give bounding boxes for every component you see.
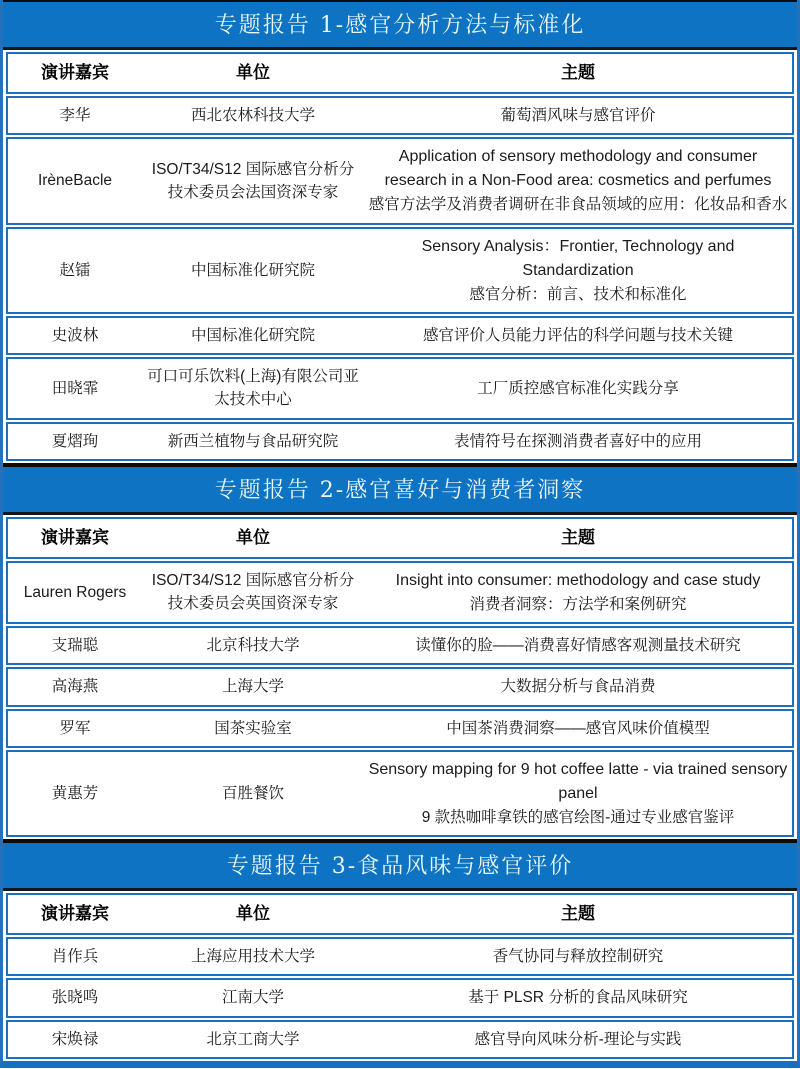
org-cell: 国茶实验室 (214, 719, 292, 737)
topic-chinese: 中国茶消费洞察——感官风味价值模型 (446, 719, 710, 737)
section-title: 专题报告 2-感官喜好与消费者洞察 (214, 477, 586, 503)
speaker-cell: 高海燕 (51, 678, 99, 696)
topic-cell (364, 980, 792, 1015)
table-row (6, 316, 794, 355)
table-row (6, 750, 794, 837)
topic-cell (364, 424, 792, 459)
topic-chinese: 工厂质控感官标准化实践分享 (477, 379, 679, 397)
topic-chinese: 感官评价人员能力评估的科学问题与技术关键 (422, 326, 733, 344)
table-header-row (6, 893, 794, 935)
org-cell: 百胜餐饮 (221, 784, 284, 802)
topic-chinese: 大数据分析与食品消费 (500, 678, 656, 696)
speaker-cell: IrèneBacle (37, 172, 113, 190)
table-row (6, 96, 794, 135)
org-cell: ISO/T34/S12 国际感官分析分技术委员会英国资深专家 (151, 572, 355, 613)
speaker-cell: 李华 (59, 107, 91, 124)
col-header-topic: 主题 (561, 63, 595, 83)
org-cell: 西北农林科技大学 (190, 107, 315, 124)
topic-chinese: 基于 PLSR 分析的食品风味研究 (468, 989, 688, 1007)
col-header-topic: 主题 (561, 904, 595, 924)
table-row (6, 709, 794, 748)
col-header-org: 单位 (236, 63, 270, 83)
table-row (6, 667, 794, 706)
speaker-cell: 张晓鸣 (51, 989, 99, 1007)
col-header-org: 单位 (236, 904, 270, 924)
table-row (6, 137, 794, 224)
topic-cell (364, 229, 792, 312)
section-title: 专题报告 3-食品风味与感官评价 (226, 854, 574, 879)
org-cell: 北京工商大学 (206, 1030, 300, 1048)
topic-cell (364, 752, 792, 835)
speaker-cell: 赵镭 (59, 261, 91, 279)
topic-english: Application of sensory methodology and consumer research in a Non-Food area: cosmetics and perfumes (384, 148, 772, 190)
table-header-row (6, 517, 794, 559)
col-header-speaker: 演讲嘉宾 (41, 904, 109, 924)
topic-chinese: 感官方法学及消费者调研在非食品领域的应用：化妆品和香水 (368, 196, 788, 214)
org-cell: 上海大学 (221, 678, 284, 696)
topic-chinese: 感官分析：前言、技术和标准化 (469, 285, 687, 303)
topic-cell (364, 139, 792, 222)
speaker-cell: 夏熠珣 (51, 432, 99, 450)
section-table-2 (3, 517, 797, 839)
table-row (6, 937, 794, 976)
topic-chinese: 感官导向风味分析-理论与实践 (474, 1030, 682, 1048)
table-row (6, 422, 794, 461)
topic-cell (364, 628, 792, 663)
col-header-speaker: 演讲嘉宾 (41, 63, 109, 83)
table-row (6, 1020, 794, 1059)
topic-chinese: 消费者洞察：方法学和案例研究 (469, 595, 687, 613)
topic-cell (364, 669, 792, 704)
table-row (6, 626, 794, 665)
speaker-cell: 黄惠芳 (51, 784, 99, 802)
col-header-topic: 主题 (561, 528, 595, 547)
section-banner-1 (3, 0, 797, 50)
section-table-3 (3, 893, 797, 1061)
table-header-row (6, 52, 794, 94)
speaker-cell: Lauren Rogers (23, 583, 127, 601)
table-row (6, 978, 794, 1017)
speaker-cell: 田晓霏 (51, 379, 99, 397)
speaker-cell: 宋焕禄 (51, 1030, 99, 1048)
section-banner-2 (3, 463, 797, 515)
topic-chinese: 9 款热咖啡拿铁的感官绘图-通过专业感官鉴评 (421, 808, 735, 826)
topic-cell (364, 711, 792, 746)
topic-cell (364, 98, 792, 133)
topic-english: Sensory Analysis：Frontier, Technology and Standardization (421, 237, 735, 279)
org-cell: 中国标准化研究院 (190, 261, 315, 279)
topic-english: Sensory mapping for 9 hot coffee latte - via trained sensory panel (368, 760, 788, 802)
org-cell: 新西兰植物与食品研究院 (167, 432, 339, 450)
speaker-cell: 肖作兵 (51, 948, 99, 965)
table-row (6, 561, 794, 624)
topic-cell (364, 318, 792, 353)
topic-chinese: 葡萄酒风味与感官评价 (500, 107, 656, 124)
org-cell: 上海应用技术大学 (190, 948, 315, 965)
table-row (6, 357, 794, 420)
col-header-org: 单位 (236, 528, 270, 547)
org-cell: 北京科技大学 (206, 637, 300, 654)
speaker-cell: 史波林 (51, 326, 99, 344)
section-table-1 (3, 52, 797, 463)
org-cell: ISO/T34/S12 国际感官分析分技术委员会法国资深专家 (151, 160, 355, 201)
topic-cell (364, 563, 792, 622)
speaker-cell: 支瑞聪 (51, 637, 99, 654)
speaker-cell: 罗军 (59, 719, 91, 737)
org-cell: 江南大学 (221, 989, 284, 1007)
topic-english: Insight into consumer: methodology and case study (395, 571, 761, 589)
table-row (6, 227, 794, 314)
topic-cell (364, 939, 792, 974)
col-header-speaker: 演讲嘉宾 (41, 528, 109, 547)
topic-chinese: 表情符号在探测消费者喜好中的应用 (453, 432, 702, 450)
org-cell: 可口可乐饮料(上海)有限公司亚太技术中心 (147, 368, 359, 409)
topic-cell (364, 371, 792, 406)
section-title: 专题报告 1-感官分析方法与标准化 (214, 13, 586, 38)
topic-cell (364, 1022, 792, 1057)
topic-chinese: 香气协同与释放控制研究 (492, 948, 664, 965)
org-cell: 中国标准化研究院 (190, 326, 315, 344)
topic-chinese: 读懂你的脸——消费喜好情感客观测量技术研究 (415, 637, 741, 654)
section-banner-3 (3, 839, 797, 891)
